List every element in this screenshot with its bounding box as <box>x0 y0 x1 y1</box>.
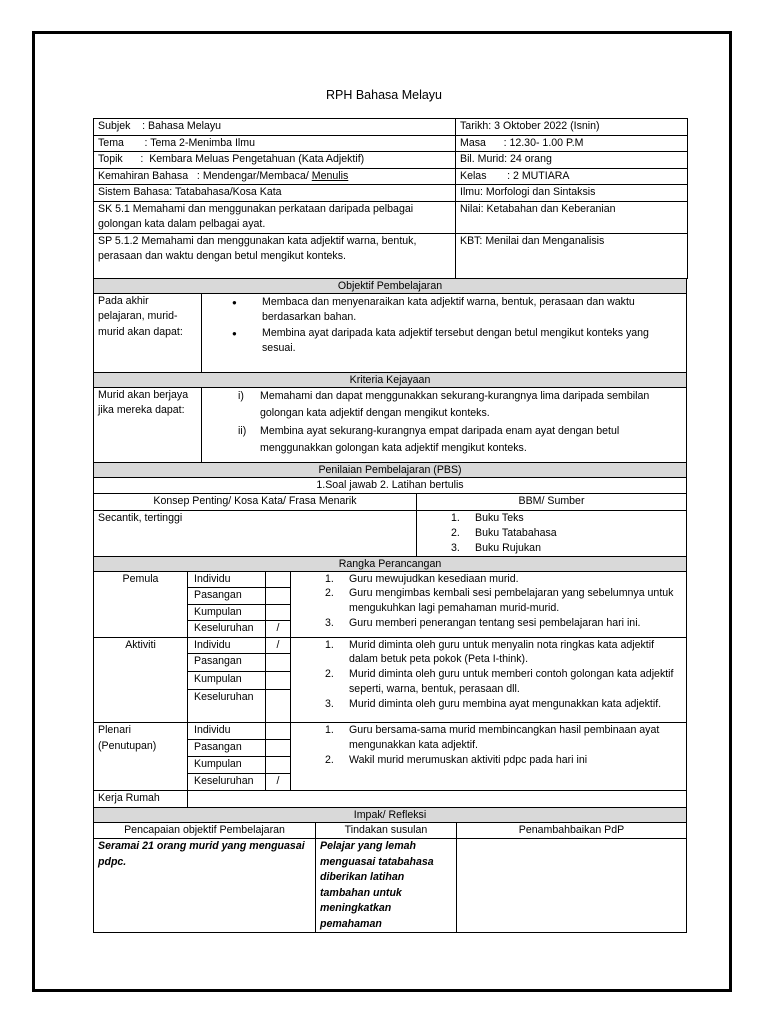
kbt: KBT: Menilai dan Menganalisis <box>456 233 688 278</box>
mode-keseluruhan: Keseluruhan <box>188 774 266 791</box>
kemahiran-prefix: Kemahiran Bahasa : Mendengar/Membaca/ <box>98 169 312 182</box>
impak-col-pencapaian: Pencapaian objektif Pembelajaran <box>94 822 316 839</box>
kelas: Kelas : 2 MUTIARA <box>456 168 688 185</box>
tema: Tema : Tema 2-Menimba Ilmu <box>94 135 456 152</box>
ilmu: Ilmu: Morfologi dan Sintaksis <box>456 185 688 202</box>
tick-cell <box>266 757 291 774</box>
kemahiran <box>94 168 456 185</box>
subjek: Subjek : Bahasa Melayu <box>94 119 456 136</box>
penambahbaikan-value <box>457 839 687 933</box>
nilai: Nilai: Ketabahan dan Keberanian <box>456 201 688 233</box>
tick-cell <box>266 571 291 588</box>
tick-cell <box>266 604 291 621</box>
aktiviti-step: 3. Murid diminta oleh guru membina ayat mengunakkan kata adjektif. <box>325 697 662 710</box>
impak-table <box>93 807 687 934</box>
rangka-table <box>93 556 687 808</box>
aktiviti-step: 2. Murid diminta oleh guru untuk memberi contoh golongan kata adjektif seperti, warna, bentuk, perasaan dll. <box>325 668 674 695</box>
kriteria-item: i) Memahami dan dapat menggunakkan sekurang-kurangnya lima daripada sembilan golongan kata adjektif dengan mengikut konteks. <box>238 389 650 419</box>
mode-kumpulan: Kumpulan <box>188 672 266 690</box>
konsep-header: Konsep Penting/ Kosa Kata/ Frasa Menarik <box>94 494 417 511</box>
standard-kandungan: SK 5.1 Memahami dan menggunakan perkataan daripada pelbagai golongan kata dalam pelbagai ayat. <box>94 201 456 233</box>
mode-keseluruhan: Keseluruhan <box>188 690 266 723</box>
tarikh: Tarikh: 3 Oktober 2022 (Isnin) <box>456 119 688 136</box>
pemula-step: 3. Guru memberi penerangan tentang sesi pembelajaran hari ini. <box>325 616 641 629</box>
sistem-bahasa: Sistem Bahasa: Tatabahasa/Kosa Kata <box>94 185 456 202</box>
kerja-rumah-label: Kerja Rumah <box>94 791 188 808</box>
mode-keseluruhan: Keseluruhan <box>188 621 266 638</box>
tick-cell <box>266 723 291 740</box>
bbm-list <box>417 510 687 556</box>
tick-mark: / <box>266 637 291 654</box>
bil-murid: Bil. Murid: 24 orang <box>456 152 688 169</box>
objektif-header: Objektif Pembelajaran <box>94 278 687 293</box>
standard-pembelajaran: SP 5.1.2 Memahami dan menggunakan kata adjektif warna, bentuk, perasaan dan waktu dengan betul mengikut konteks. <box>94 233 456 278</box>
mode-kumpulan: Kumpulan <box>188 757 266 774</box>
tick-cell <box>266 672 291 690</box>
kriteria-label: Murid akan berjaya jika mereka dapat: <box>94 387 202 462</box>
plenari-step: 1. Guru bersama-sama murid membincangkan hasil pembinaan ayat mengunakkan kata adjektif. <box>325 724 660 751</box>
pemula-steps <box>291 571 687 637</box>
mode-individu: Individu <box>188 637 266 654</box>
pemula-label: Pemula <box>94 571 188 637</box>
aktiviti-steps <box>291 637 687 723</box>
impak-col-tindakan: Tindakan susulan <box>316 822 457 839</box>
objektif-item: ● Membaca dan menyenaraikan kata adjektif warna, bentuk, perasaan dan waktu berdasarkan bahan. <box>232 295 682 326</box>
penilaian-table <box>93 462 687 557</box>
objektif-table <box>93 278 687 373</box>
objektif-item: ● Membina ayat daripada kata adjektif tersebut dengan betul mengikut konteks yang sesuai. <box>232 326 682 357</box>
plenari-label: Plenari (Penutupan) <box>94 723 188 791</box>
bbm-header: BBM/ Sumber <box>417 494 687 511</box>
rangka-header: Rangka Perancangan <box>94 556 687 571</box>
impak-col-penambahbaikan: Penambahbaikan PdP <box>457 822 687 839</box>
konsep-text: Secantik, tertinggi <box>94 510 417 556</box>
info-table <box>93 118 688 279</box>
kemahiran-underlined: Menulis <box>311 169 349 182</box>
bbm-item: 2. Buku Tatabahasa <box>451 526 557 539</box>
objektif-label: Pada akhir pelajaran, murid-murid akan dapat: <box>94 293 202 372</box>
tick-cell <box>266 740 291 757</box>
mode-pasangan: Pasangan <box>188 654 266 672</box>
mode-pasangan: Pasangan <box>188 588 266 605</box>
aktiviti-step: 1. Murid diminta oleh guru untuk menyalin nota ringkas kata adjektif dalam betuk peta pokok (Peta I-think). <box>325 638 655 666</box>
tindakan-value: Pelajar yang lemah menguasai tatabahasa diberikan latihan tambahan untuk meningkatkan pemahaman <box>316 839 457 933</box>
pencapaian-value: Seramai 21 orang murid yang menguasai pdpc. <box>94 839 316 933</box>
tick-cell <box>266 690 291 723</box>
mode-kumpulan: Kumpulan <box>188 604 266 621</box>
tick-cell <box>266 654 291 672</box>
kriteria-list <box>202 387 687 462</box>
tick-cell <box>266 588 291 605</box>
tick-mark: / <box>266 621 291 638</box>
objektif-list <box>202 293 687 372</box>
pemula-step: 1. Guru mewujudkan kesediaan murid. <box>325 572 519 585</box>
document-title: RPH Bahasa Melayu <box>325 88 443 102</box>
aktiviti-label: Aktiviti <box>94 637 188 723</box>
kerja-rumah-value <box>188 791 687 808</box>
bbm-item: 3. Buku Rujukan <box>451 541 541 554</box>
impak-header: Impak/ Refleksi <box>94 807 687 822</box>
plenari-steps <box>291 723 687 791</box>
kriteria-header: Kriteria Kejayaan <box>94 372 687 387</box>
bbm-item: 1. Buku Teks <box>451 511 524 524</box>
mode-pasangan: Pasangan <box>188 740 266 757</box>
kriteria-table <box>93 372 687 463</box>
plenari-step: 2. Wakil murid merumuskan aktiviti pdpc pada hari ini <box>325 753 588 766</box>
kriteria-item: ii) Membina ayat sekurang-kurangnya empat daripada enam ayat dengan betul menggunakkan golongan kata adjektif mengikut konteks. <box>238 424 620 454</box>
mode-individu: Individu <box>188 571 266 588</box>
pemula-step: 2. Guru mengimbas kembali sesi pembelajaran yang sebelumnya untuk mengukuhkan lagi pemahaman murid-murid. <box>325 587 674 615</box>
masa: Masa : 12.30- 1.00 P.M <box>456 135 688 152</box>
tick-mark: / <box>266 774 291 791</box>
lesson-plan <box>93 118 687 933</box>
penilaian-text: 1.Soal jawab 2. Latihan bertulis <box>94 477 687 494</box>
topik: Topik : Kembara Meluas Pengetahuan (Kata Adjektif) <box>94 152 456 169</box>
penilaian-header: Penilaian Pembelajaran (PBS) <box>94 462 687 477</box>
mode-individu: Individu <box>188 723 266 740</box>
